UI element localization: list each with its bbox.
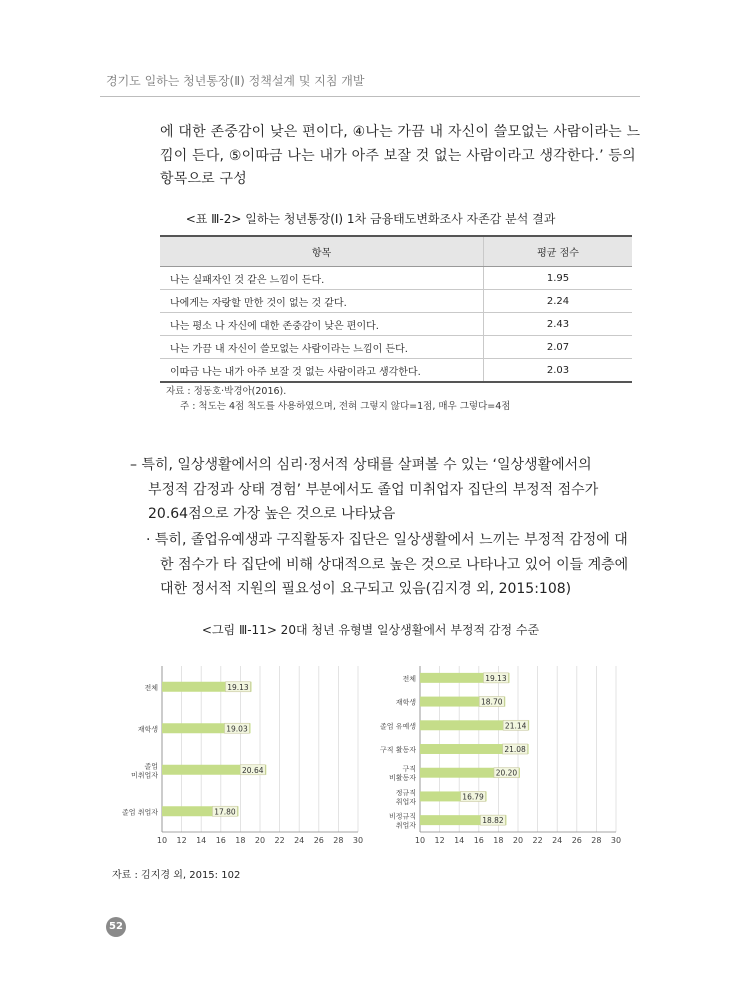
category-label: 전체 — [144, 683, 158, 692]
table-row — [160, 359, 632, 383]
table-cell-item: 나는 가끔 내 자신이 쓸모없는 사람이라는 느낌이 든다. — [160, 336, 484, 359]
table-row — [160, 267, 632, 290]
x-tick-label: 28 — [591, 836, 602, 845]
running-title: 경기도 일하는 청년통장(Ⅱ) 정책설계 및 지침 개발 — [106, 74, 365, 88]
bullet-line: 부정적 감정과 상태 경험’ 부분에서도 졸업 미취업자 집단의 부정적 점수가 — [148, 481, 599, 498]
x-tick-label: 18 — [235, 836, 246, 845]
table-cell-score: 2.03 — [484, 359, 633, 383]
x-tick-label: 18 — [493, 836, 504, 845]
intro-paragraph — [160, 121, 640, 192]
data-label: 19.13 — [485, 673, 507, 683]
bullet-line: 대한 정서적 지원의 필요성이 요구되고 있음(김지경 외, 2015:108) — [160, 581, 572, 597]
category-label: 비활동자 — [388, 774, 416, 783]
table-cell-score: 2.43 — [484, 313, 633, 336]
x-tick-label: 24 — [294, 836, 305, 845]
table-row — [160, 336, 632, 359]
table-cell-score: 1.95 — [484, 267, 633, 290]
category-label: 취업자 — [395, 821, 416, 830]
right-bar-chart — [372, 660, 630, 852]
category-label: 전체 — [402, 674, 416, 683]
data-label: 19.13 — [227, 682, 249, 692]
category-label: 졸업 취업자 — [121, 808, 158, 817]
table-caption: <표 Ⅲ-2> 일하는 청년통장(Ⅰ) 1차 금융태도변화조사 자존감 분석 결과 — [185, 212, 556, 226]
table-footnote: 주 : 척도는 4점 척도를 사용하였으며, 전혀 그렇지 않다=1점, 매우 그렇다=4점 — [180, 401, 511, 412]
bullet-paragraph-1 — [130, 453, 640, 527]
category-label: 구직 — [402, 765, 416, 774]
table-cell-item: 나는 평소 나 자신에 대한 존중감이 낮은 편이다. — [160, 313, 484, 336]
table-cell-item: 나는 실패자인 것 같은 느낌이 든다. — [160, 267, 484, 290]
table-row — [160, 290, 632, 313]
x-tick-label: 12 — [176, 836, 187, 845]
table-notes — [166, 384, 510, 414]
x-tick-label: 10 — [414, 836, 426, 845]
bullet-line: 20.64점으로 가장 높은 것으로 나타났음 — [148, 506, 396, 522]
figure-source: 자료 : 김지경 외, 2015: 102 — [112, 870, 241, 881]
bullet-paragraph-2 — [146, 528, 640, 602]
x-tick-label: 28 — [333, 836, 344, 845]
category-label: 구직 활동자 — [379, 746, 416, 754]
x-tick-label: 16 — [215, 836, 226, 845]
data-label: 18.82 — [482, 816, 504, 826]
data-label: 16.79 — [462, 792, 484, 802]
category-label: 재학생 — [395, 698, 416, 707]
data-label: 21.08 — [504, 745, 526, 754]
bullet-line: · 특히, 졸업유예생과 구직활동자 집단은 일상생활에서 느끼는 부정적 감정에 대 — [146, 532, 628, 548]
category-label: 미취업자 — [130, 771, 158, 780]
left-bar-chart — [110, 660, 372, 852]
x-tick-label: 26 — [313, 836, 324, 845]
table-cell-score: 2.24 — [484, 290, 633, 313]
x-tick-label: 30 — [610, 836, 622, 845]
table-header-item: 항목 — [160, 236, 484, 267]
table-source: 자료 : 정동호·박경아(2016). — [166, 386, 287, 397]
x-tick-label: 30 — [352, 836, 364, 845]
x-tick-label: 10 — [156, 836, 168, 845]
x-tick-label: 20 — [254, 836, 266, 845]
intro-line: 낌이 든다, ⑤이따금 나는 내가 아주 보잘 것 없는 사람이라고 생각한다.’ 등의 — [160, 147, 636, 164]
data-label: 19.03 — [226, 724, 248, 734]
header-divider — [100, 96, 640, 97]
x-tick-label: 14 — [196, 836, 207, 845]
table-row — [160, 313, 632, 336]
x-tick-label: 26 — [571, 836, 582, 845]
data-label: 17.80 — [214, 807, 236, 817]
bullet-line: – 특히, 일상생활에서의 심리·정서적 상태를 살펴볼 수 있는 ‘일상생활에서의 — [130, 457, 592, 473]
data-label: 21.14 — [504, 721, 527, 731]
table-cell-item: 나에게는 자랑할 만한 것이 없는 것 같다. — [160, 290, 484, 313]
x-tick-label: 24 — [552, 836, 563, 845]
data-label: 18.70 — [481, 697, 503, 707]
category-label: 재학생 — [137, 725, 158, 734]
bullet-line: 한 점수가 타 집단에 비해 상대적으로 높은 것으로 나타나고 있어 이들 계층에 — [160, 556, 629, 573]
table-cell-item: 이따금 나는 내가 아주 보잘 것 없는 사람이라고 생각한다. — [160, 359, 484, 383]
table-cell-score: 2.07 — [484, 336, 633, 359]
category-label: 취업자 — [395, 797, 416, 806]
table-header-score: 평균 점수 — [484, 236, 633, 267]
intro-line: 에 대한 존중감이 낮은 편이다, ④나는 가끔 내 자신이 쓸모없는 사람이라는 느 — [160, 124, 641, 140]
x-tick-label: 22 — [532, 836, 543, 845]
data-label: 20.20 — [495, 768, 518, 778]
category-label: 졸업 유예생 — [379, 722, 416, 731]
page-number: 52 — [106, 917, 126, 937]
x-tick-label: 16 — [473, 836, 484, 845]
category-label: 졸업 — [144, 762, 158, 771]
self-esteem-table — [160, 235, 632, 383]
figure-caption: <그림 Ⅲ-11> 20대 청년 유형별 일상생활에서 부정적 감정 수준 — [201, 623, 540, 637]
intro-line: 항목으로 구성 — [160, 171, 247, 187]
category-label: 정규직 — [395, 788, 416, 797]
x-tick-label: 12 — [434, 836, 445, 845]
category-label: 비정규직 — [388, 812, 416, 821]
data-label: 20.64 — [242, 765, 264, 775]
x-tick-label: 22 — [274, 836, 285, 845]
x-tick-label: 14 — [454, 836, 465, 845]
x-tick-label: 20 — [512, 836, 524, 845]
table-header-row — [160, 236, 632, 267]
